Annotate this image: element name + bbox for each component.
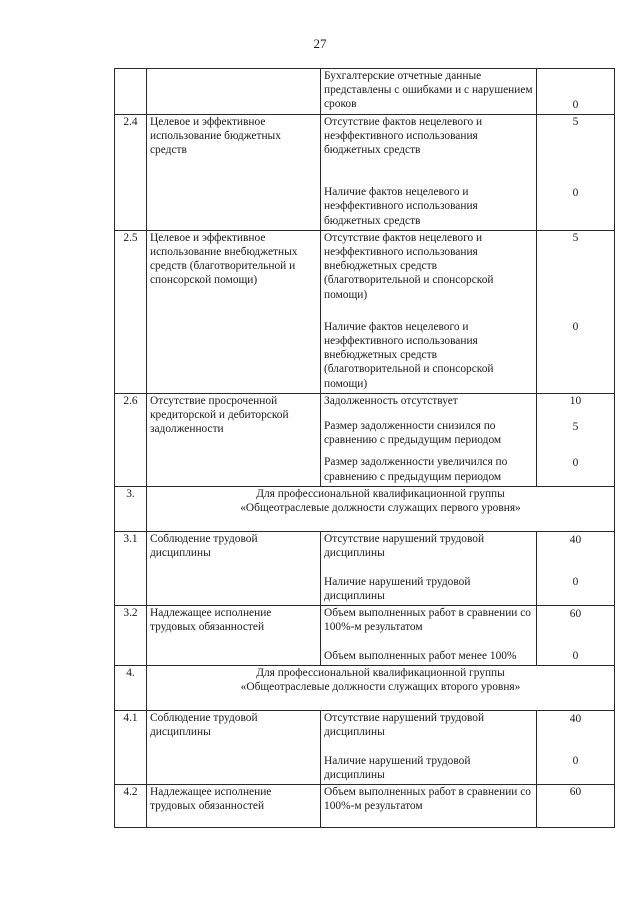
conditions-cell [321, 532, 537, 606]
condition-text: Объем выполненных работ в сравнении со 100%-м результатом [324, 607, 531, 634]
condition-text: Размер задолженности снизился по сравнению с предыдущим периодом [324, 420, 502, 447]
condition-text: Объем выполненных работ в сравнении со 100%-м результатом [324, 785, 531, 813]
scores-cell [537, 711, 615, 785]
condition-text: Наличие фактов нецелевого и неэффективного использования внебюджетных средств (благотворительной и спонсорской помощи) [324, 320, 494, 390]
criteria-table-body [115, 69, 615, 828]
score-value: 0 [572, 98, 579, 111]
row-number: 3. [115, 486, 147, 531]
row-number: 2.6 [115, 393, 147, 486]
condition-text: Отсутствие нарушений трудовой дисциплины [324, 712, 485, 739]
criterion-cell: Соблюдение трудовой дисциплины [147, 532, 321, 606]
row-number [115, 69, 147, 115]
scores-cell [537, 532, 615, 606]
score-value: 0 [572, 576, 579, 589]
table-row [115, 711, 615, 785]
row-number: 4.1 [115, 711, 147, 785]
row-number: 2.5 [115, 230, 147, 393]
conditions-cell [321, 69, 537, 115]
score-value: 0 [572, 186, 579, 199]
criterion-cell: Надлежащее исполнение трудовых обязанностей [147, 784, 321, 827]
score-value: 40 [569, 712, 582, 725]
condition-text: Наличие нарушений трудовой дисциплины [324, 754, 471, 781]
score-value: 40 [569, 533, 582, 546]
condition-text: Отсутствие фактов нецелевого и неэффективного использования бюджетных средств [324, 115, 483, 157]
scores-cell [537, 114, 615, 230]
scores-cell [537, 784, 615, 827]
condition-text: Отсутствие фактов нецелевого и неэффективного использования внебюджетных средств (благотворительной и спонсорской помощи) [324, 231, 494, 301]
condition-text: Отсутствие нарушений трудовой дисциплины [324, 533, 485, 560]
table-row [115, 532, 615, 606]
scores-cell [537, 606, 615, 666]
conditions-cell [321, 606, 537, 666]
row-number: 3.2 [115, 606, 147, 666]
criterion-cell: Соблюдение трудовой дисциплины [147, 711, 321, 785]
scores-cell [537, 230, 615, 393]
row-number: 4.2 [115, 784, 147, 827]
section-row [115, 665, 615, 710]
table-row [115, 230, 615, 393]
conditions-cell [321, 393, 537, 486]
table-row [115, 69, 615, 115]
table-row [115, 393, 615, 486]
scores-cell [537, 69, 615, 115]
section-heading-line: «Общеотраслевые должности служащих второго уровня» [240, 680, 521, 693]
condition-text: Наличие нарушений трудовой дисциплины [324, 575, 471, 602]
section-heading-line: Для профессиональной квалификационной группы [256, 487, 505, 500]
row-number: 2.4 [115, 114, 147, 230]
table-row [115, 784, 615, 827]
score-value: 0 [572, 650, 579, 662]
score-value: 5 [572, 420, 579, 433]
condition-text: Задолженность отсутствует [324, 394, 458, 407]
score-value: 0 [572, 456, 579, 469]
criteria-table [114, 68, 615, 828]
condition-text: Наличие фактов нецелевого и неэффективного использования бюджетных средств [324, 186, 478, 227]
criterion-cell [147, 69, 321, 115]
conditions-cell [321, 711, 537, 785]
score-value: 5 [572, 232, 579, 245]
section-row [115, 486, 615, 531]
table-row [115, 606, 615, 666]
section-heading-line: «Общеотраслевые должности служащих первого уровня» [240, 502, 521, 515]
condition-text: Размер задолженности увеличился по сравнению с предыдущим периодом [324, 456, 508, 483]
page-number: 27 [313, 36, 327, 51]
row-number: 4. [115, 665, 147, 710]
conditions-cell [321, 230, 537, 393]
criterion-cell: Целевое и эффективное использование внебюджетных средств (благотворительной и спонсорской помощи) [147, 230, 321, 393]
condition-text: Объем выполненных работ менее 100% [324, 649, 517, 662]
score-value: 0 [572, 755, 579, 768]
scores-cell [537, 393, 615, 486]
section-heading [147, 486, 615, 531]
score-value: 60 [569, 786, 582, 799]
score-value: 5 [572, 116, 579, 129]
row-number: 3.1 [115, 532, 147, 606]
score-value: 0 [572, 321, 579, 334]
criterion-cell: Отсутствие просроченной кредиторской и дебиторской задолженности [147, 393, 321, 486]
score-value: 10 [569, 395, 582, 408]
section-heading [147, 665, 615, 710]
criterion-cell: Надлежащее исполнение трудовых обязанностей [147, 606, 321, 666]
conditions-cell [321, 784, 537, 827]
criterion-cell: Целевое и эффективное использование бюджетных средств [147, 114, 321, 230]
condition-text: Бухгалтерские отчетные данные представлены с ошибками и с нарушением сроков [324, 70, 533, 111]
conditions-cell [321, 114, 537, 230]
section-heading-line: Для профессиональной квалификационной группы [256, 666, 505, 679]
score-value: 60 [569, 607, 582, 620]
table-row [115, 114, 615, 230]
